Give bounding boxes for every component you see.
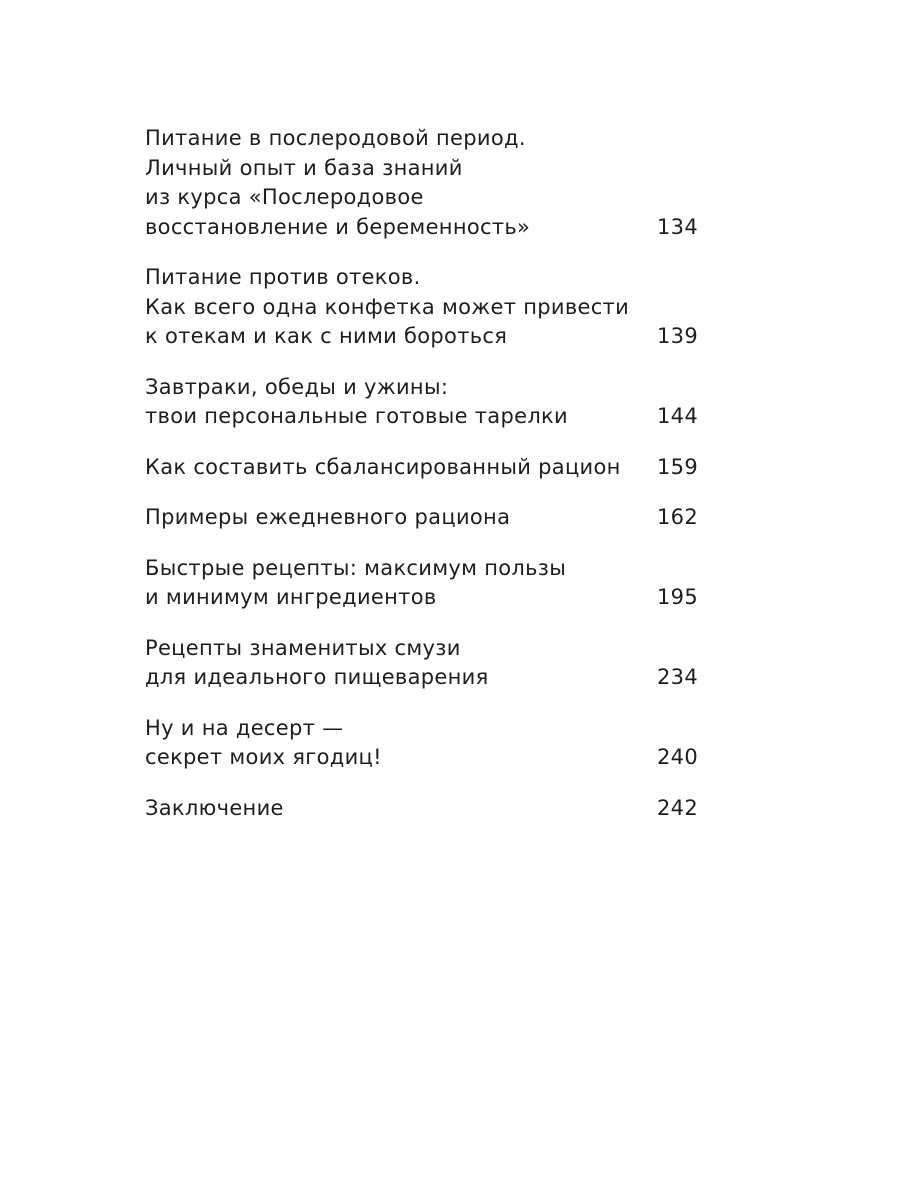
- toc-entry-page-number: 144: [657, 404, 698, 428]
- toc-entry-title: [145, 714, 382, 773]
- toc-entry-title: [145, 634, 489, 693]
- toc-entry-title-line: Личный опыт и база знаний: [145, 155, 463, 180]
- toc-entry-title-line: Быстрые рецепты: максимум пользы: [145, 555, 567, 580]
- toc-entry: [145, 124, 698, 242]
- toc-entry-page-number: 242: [657, 795, 698, 820]
- toc-entry-page-number: 139: [657, 324, 698, 348]
- toc-entry-page-number: 234: [657, 665, 698, 689]
- toc-entry-title-line: для идеального пищеварения: [145, 665, 489, 689]
- toc-entry-title: [145, 124, 530, 242]
- toc-entry-title-line: Ну и на десерт —: [145, 715, 344, 740]
- toc-entry-page-number: 195: [657, 585, 698, 609]
- toc-entry-title-line: и минимум ингредиентов: [145, 585, 437, 609]
- toc-entry-title: [145, 554, 566, 613]
- toc-entry-title-line: Питание против отеков.: [145, 265, 421, 289]
- toc-entry: [145, 263, 698, 352]
- toc-entry-title-line: к отекам и как с ними бороться: [145, 324, 508, 348]
- toc-entry-title: [145, 794, 284, 824]
- toc-entry-title: [145, 453, 621, 483]
- toc-entry-title: [145, 503, 510, 533]
- toc-entry: [145, 554, 698, 613]
- toc-entry-title-line: Примеры ежедневного рациона: [145, 505, 511, 529]
- toc-entry-page-number: 159: [657, 454, 698, 479]
- toc-entry: [145, 453, 698, 483]
- toc-entry-title-line: Как составить сбалансированный рацион: [145, 454, 621, 479]
- toc-entry: [145, 714, 698, 773]
- toc-entry-title: [145, 373, 568, 432]
- toc-entry: [145, 373, 698, 432]
- toc-entry: [145, 503, 698, 533]
- toc-entry: [145, 794, 698, 824]
- toc-entry-title-line: восстановление и беременность»: [145, 214, 531, 239]
- toc-entry: [145, 634, 698, 693]
- toc-entry-title: [145, 263, 629, 352]
- toc-entry-title-line: Рецепты знаменитых смузи: [145, 635, 461, 660]
- toc-entry-title-line: секрет моих ягодиц!: [145, 745, 382, 769]
- toc-entry-title-line: Заключение: [145, 795, 284, 820]
- toc-entry-title-line: Завтраки, обеды и ужины:: [145, 374, 449, 399]
- toc-entry-title-line: твои персональные готовые тарелки: [145, 404, 568, 428]
- toc-entry-title-line: Питание в послеродовой период.: [145, 126, 526, 150]
- toc-entry-page-number: 162: [657, 505, 698, 529]
- toc-entry-title-line: из курса «Послеродовое: [145, 185, 424, 209]
- table-of-contents: [145, 124, 698, 823]
- toc-entry-page-number: 240: [657, 745, 698, 769]
- toc-entry-title-line: Как всего одна конфетка может привести: [145, 294, 630, 319]
- toc-entry-page-number: 134: [657, 214, 698, 239]
